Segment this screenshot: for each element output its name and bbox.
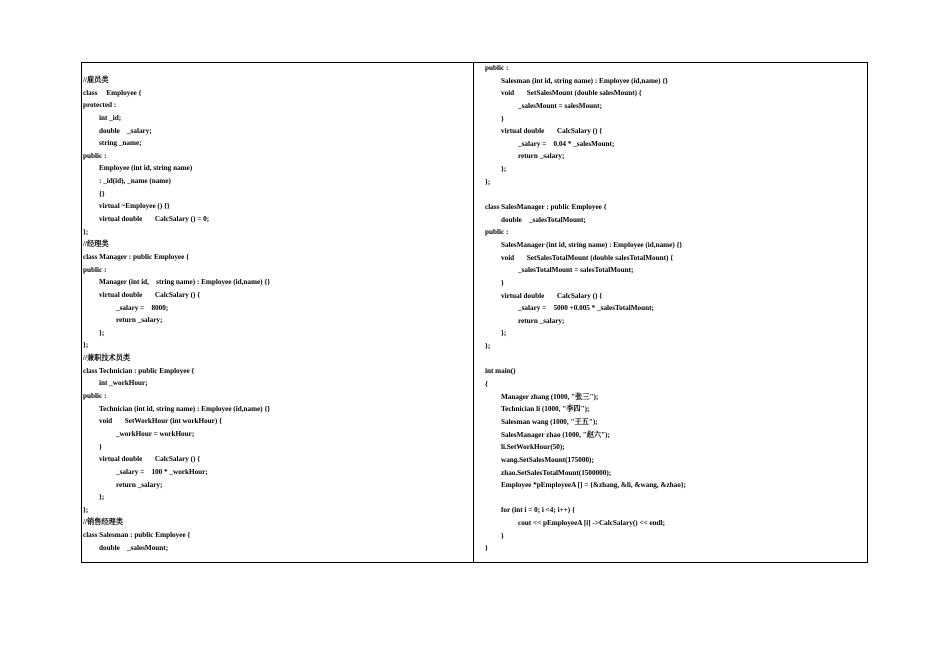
code-line: };	[485, 177, 491, 186]
code-line: return _salary;	[116, 316, 163, 325]
code-line: };	[485, 342, 491, 351]
code-line: return _salary;	[518, 316, 565, 325]
code-line: virtual double CalcSalary () {	[501, 291, 603, 300]
code-line: void SetWorkHour (int workHour) {	[99, 417, 222, 426]
code-line: _workHour = workHour;	[116, 429, 195, 438]
code-line: _salary = 8000;	[116, 303, 169, 312]
code-line: return _salary;	[116, 480, 163, 489]
code-line: //销售经理类	[83, 518, 123, 527]
code-line: : _id(id), _name (name)	[99, 177, 171, 186]
code-line: //雇员类	[83, 76, 109, 84]
code-line: int _workHour;	[99, 379, 148, 388]
code-line: double _salesMount;	[99, 543, 169, 552]
code-line: zhao.SetSalesTotalMount(1500000);	[501, 468, 612, 477]
code-line: virtual ~Employee () {}	[99, 202, 170, 211]
code-line: };	[83, 505, 89, 514]
code-line: Manager (int id, string name) : Employee (id,name) {}	[99, 278, 271, 287]
code-line: Technician (int id, string name) : Employee (id,name) {}	[99, 404, 271, 413]
code-line	[485, 188, 865, 201]
code-line: };	[99, 493, 105, 502]
code-line: Technician li (1000, "李四");	[501, 405, 590, 414]
code-line: //兼职技术员类	[83, 354, 131, 363]
code-line: return _salary;	[518, 152, 565, 161]
code-line: void SetSalesTotalMount (double salesTotalMount) {	[501, 253, 674, 262]
code-line: Employee *pEmployeeA [] = {&zhang, &li, &wang, &zhao};	[501, 481, 687, 490]
code-line: {}	[99, 189, 105, 198]
code-line: }	[99, 442, 102, 451]
code-line: virtual double CalcSalary () {	[501, 127, 603, 136]
code-line: }	[501, 531, 504, 540]
code-line: class SalesManager : public Employee {	[485, 203, 607, 212]
code-line: }	[485, 544, 488, 553]
code-line: wang.SetSalesMount(175000);	[501, 455, 594, 464]
code-line: int _id;	[99, 113, 122, 122]
code-line: string _name;	[99, 139, 142, 148]
code-line: double _salesTotalMount;	[501, 215, 586, 224]
code-line: SalesManager (int id, string name) : Employee (id,name) {}	[501, 240, 683, 249]
code-line: public :	[485, 228, 509, 237]
code-line: public :	[83, 392, 107, 401]
code-line: {	[485, 380, 488, 389]
code-line: class Salesman : public Employee {	[83, 531, 191, 540]
code-line: virtual double CalcSalary () {	[99, 290, 201, 299]
code-line: };	[99, 328, 105, 337]
code-line	[485, 492, 865, 505]
code-line: Salesman (int id, string name) : Employee (id,name) {}	[501, 76, 668, 85]
code-line: _salary = 0.04 * _salesMount;	[518, 139, 615, 148]
code-line: SalesManager zhao (1000, "赵六");	[501, 430, 610, 439]
code-line: virtual double CalcSalary () = 0;	[99, 215, 210, 224]
code-line: public :	[485, 64, 509, 72]
code-line: };	[501, 329, 507, 338]
code-line: }	[501, 114, 504, 123]
code-line: li.SetWorkHour(50);	[501, 443, 565, 452]
code-line: int main()	[485, 367, 516, 376]
code-line: _salesTotalMount = salesTotalMount;	[518, 266, 634, 275]
code-line: protected :	[83, 101, 117, 110]
code-line: }	[501, 278, 504, 287]
code-line: virtual double CalcSalary () {	[99, 455, 201, 464]
code-line: };	[83, 227, 89, 236]
code-line: };	[501, 165, 507, 174]
code-line: Employee (int id, string name)	[99, 164, 193, 173]
code-line: _salesMount = salesMount;	[518, 101, 602, 110]
code-line: void SetSalesMount (double salesMount) {	[501, 89, 642, 98]
code-line: class Technician : public Employee {	[83, 366, 195, 375]
right-code-column	[485, 62, 865, 555]
code-line: class Employee {	[83, 88, 142, 97]
code-line: _salary = 100 * _workHour;	[116, 467, 208, 476]
code-line: Manager zhang (1000, "张三");	[501, 392, 599, 401]
code-line: for (int i = 0; i <4; i++) {	[501, 506, 575, 515]
code-line: double _salary;	[99, 126, 152, 135]
left-code-column	[83, 74, 471, 554]
code-line: //经理类	[83, 240, 109, 249]
code-line: cout << pEmployeeA [i] ->CalcSalary() << endl;	[518, 519, 666, 528]
code-line: class Manager : public Employee {	[83, 252, 189, 261]
code-line: public :	[83, 151, 107, 160]
code-line	[485, 353, 865, 366]
code-line: _salary = 5000 +0.005 * _salesTotalMount;	[518, 304, 654, 313]
code-line: };	[83, 341, 89, 350]
column-divider	[473, 62, 474, 563]
code-line: public :	[83, 265, 107, 274]
code-line: Salesman wang (1000, "王五");	[501, 417, 598, 426]
